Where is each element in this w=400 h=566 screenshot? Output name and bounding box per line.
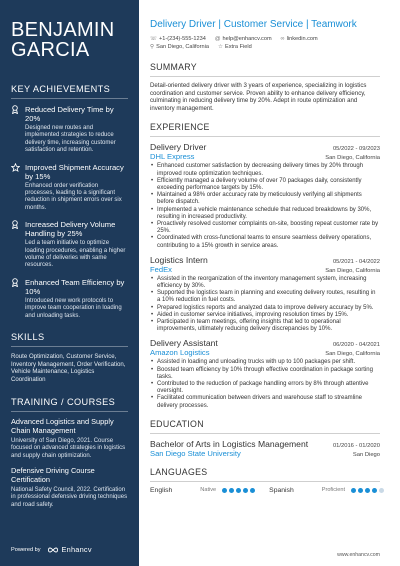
star-outline-icon: ☆ [217,44,223,50]
job-dates: 06/2020 - 04/2021 [332,342,380,349]
achievement-title: Reduced Delivery Time by 20% [25,105,114,123]
candidate-name: BENJAMIN GARCIA [11,19,115,61]
experience-title: EXPERIENCE [150,122,380,137]
job-bullet: • Facilitated communication between drivers and warehouse staff to streamline delivery processes. [150,395,380,409]
achievement-item [11,220,128,270]
job-bullet: • Participated in team meetings, offering insights that led to operational improvements, ultimately reducing delivery discrepancies by 10%. [150,319,380,333]
rating-dot [351,488,356,493]
job-entry [150,142,380,249]
language-level: Proficient [321,487,346,494]
degree: Bachelor of Arts in Logistics Management [150,438,309,449]
link-icon: ∞ [280,36,285,42]
infinity-icon [47,547,59,553]
job-bullet: • Aided in customer service initiatives, improving resolution times by 15%. [150,312,380,319]
training-section [11,397,128,509]
job-bullet: • Efficiently managed a delivery volume of over 70 packages daily, consistently exceeding performance targets by 15%. [150,178,380,192]
language-rating [222,488,255,493]
language-name: Spanish [269,486,294,494]
education-section [150,419,380,458]
job-title: Delivery Assistant [150,338,218,349]
rating-dot [236,488,241,493]
summary-text: Detail-oriented delivery driver with 3 years of experience, specializing in logistics coordination and customer service. Proven ability to enhance delivery efficiency, culminating in reducing delivery time by 20%. Adept in route optimization and inventory management. [150,82,367,112]
job-location: San Diego, California [325,267,380,274]
job-title: Logistics Intern [150,254,208,265]
headline: Delivery Driver | Customer Service | Teamwork [150,19,357,30]
course-desc: University of San Diego, 2021. Course focused on advanced strategies in logistics and supply chain optimization. [11,438,126,459]
rating-dot [358,488,363,493]
achievement-item [11,105,128,155]
language-level: Native [200,487,217,494]
achievement-desc: Designed new routes and implemented strategies to reduce delivery time, increasing customer satisfaction and retention. [25,125,116,154]
location-contact: ⚲ San Diego, California [150,44,209,50]
job-dates: 05/2022 - 09/2023 [332,146,380,153]
education-dates: 01/2016 - 01/2020 [332,442,380,449]
job-location: San Diego, California [325,351,380,358]
job-bullet: • Contributed to the reduction of package handling errors by 8% through attentive oversight. [150,381,380,395]
job-location: San Diego, California [325,155,380,162]
phone-contact: ☏ +1-(234)-555-1234 [150,36,206,42]
language-item [269,487,384,494]
achievement-title: Enhanced Team Efficiency by 10% [25,277,125,296]
rating-dot [365,488,370,493]
ribbon-icon [11,278,21,320]
email-contact[interactable]: @ help@enhancv.com [214,36,272,42]
course-desc: National Safety Council, 2022. Certification in professional defensive driving techniques and road safety. [11,486,128,508]
language-rating [351,488,384,493]
brand-name: Enhancv [61,545,92,554]
achievement-desc: Introduced new work protocols to improve team cooperation in loading and unloading tasks. [25,297,122,319]
summary-section [150,62,380,112]
ribbon-icon [11,105,21,155]
main-content [150,19,380,494]
company-name: Amazon Logistics [150,348,210,358]
company-name: FedEx [150,264,172,274]
job-entry [150,338,380,409]
experience-section [150,122,380,409]
brand-logo [47,545,92,554]
extra-field: ☆ Extra Field [217,44,252,50]
achievement-item [11,278,128,320]
star-icon [11,163,21,213]
footer-url: www.enhancv.com [337,552,380,558]
powered-by-label: Powered by [11,546,41,553]
school-name: San Diego State University [150,448,241,458]
phone-icon: ☏ [150,36,157,42]
location-pin-icon: ⚲ [150,44,155,50]
job-bullet: • Assisted in loading and unloading trucks with up to 100 packages per shift. [150,359,380,366]
job-bullet: • Proactively resolved customer complaints on-site, boosting repeat customer rate by 25%. [150,221,380,235]
job-bullet: • Maintained a 98% order accuracy rate by meticulously verifying all shipments before dispatch. [150,192,380,206]
contact-info [150,35,380,51]
course-title: Defensive Driving Course Certification [11,466,95,485]
rating-dot [243,488,248,493]
languages-title: LANGUAGES [150,467,380,482]
rating-dot [379,488,384,493]
course-title: Advanced Logistics and Supply Chain Management [11,417,114,436]
job-bullet: • Enhanced customer satisfaction by decreasing delivery times by 20% through improved route optimization techniques. [150,163,380,177]
linkedin-contact[interactable]: ∞ linkedin.com [280,36,318,42]
job-title: Delivery Driver [150,142,207,153]
job-bullet: • Implemented a vehicle maintenance schedule that reduced breakdowns by 30%, resulting in increased productivity. [150,207,380,221]
ribbon-icon [11,220,21,270]
job-bullet: • Assisted in the reorganization of the inventory management system, increasing efficiency by 30%. [150,276,380,290]
skills-title: SKILLS [11,332,128,347]
email-icon: @ [214,36,221,42]
skills-section [11,332,128,383]
sidebar [0,0,139,566]
language-name: English [150,486,173,494]
achievements-section [11,84,128,320]
job-bullet: • Boosted team efficiency by 10% through effective coordination in package sorting tasks. [150,367,380,381]
language-item [150,487,255,494]
school-location: San Diego [352,451,380,458]
summary-title: SUMMARY [150,62,380,77]
achievement-desc: Enhanced order verification processes, leading to a significant reduction in shipment errors over six months. [25,182,122,211]
achievement-title: Improved Shipment Accuracy by 15% [25,162,124,181]
job-bullet: • Supported the logistics team in planning and executing delivery routes, resulting in a 10% reduction in fuel costs. [150,290,380,304]
job-bullet: • Coordinated with cross-functional teams to ensure seamless delivery operations, contributing to a 15% growth in service areas. [150,235,380,249]
powered-by [11,545,92,554]
achievements-title: KEY ACHIEVEMENTS [11,84,128,99]
rating-dot [222,488,227,493]
languages-section [150,467,380,494]
skills-list: Route Optimization, Customer Service, Inventory Management, Order Verification, Vehicle Maintenance, Logistics Coordination [11,353,126,383]
rating-dot [372,488,377,493]
achievement-item [11,163,128,213]
job-entry [150,255,380,334]
company-name: DHL Express [150,152,195,162]
rating-dot [250,488,255,493]
job-bullet: • Prepared logistics reports and analyzed data to improve delivery accuracy by 5%. [150,305,380,312]
achievement-desc: Led a team initiative to optimize loading procedures, enabling a higher volume of deliveries with same resources. [25,240,126,269]
rating-dot [229,488,234,493]
job-dates: 05/2021 - 04/2022 [332,258,380,265]
education-title: EDUCATION [150,419,380,434]
achievement-title: Increased Delivery Volume Handling by 25% [25,220,116,239]
training-title: TRAINING / COURSES [11,397,128,412]
